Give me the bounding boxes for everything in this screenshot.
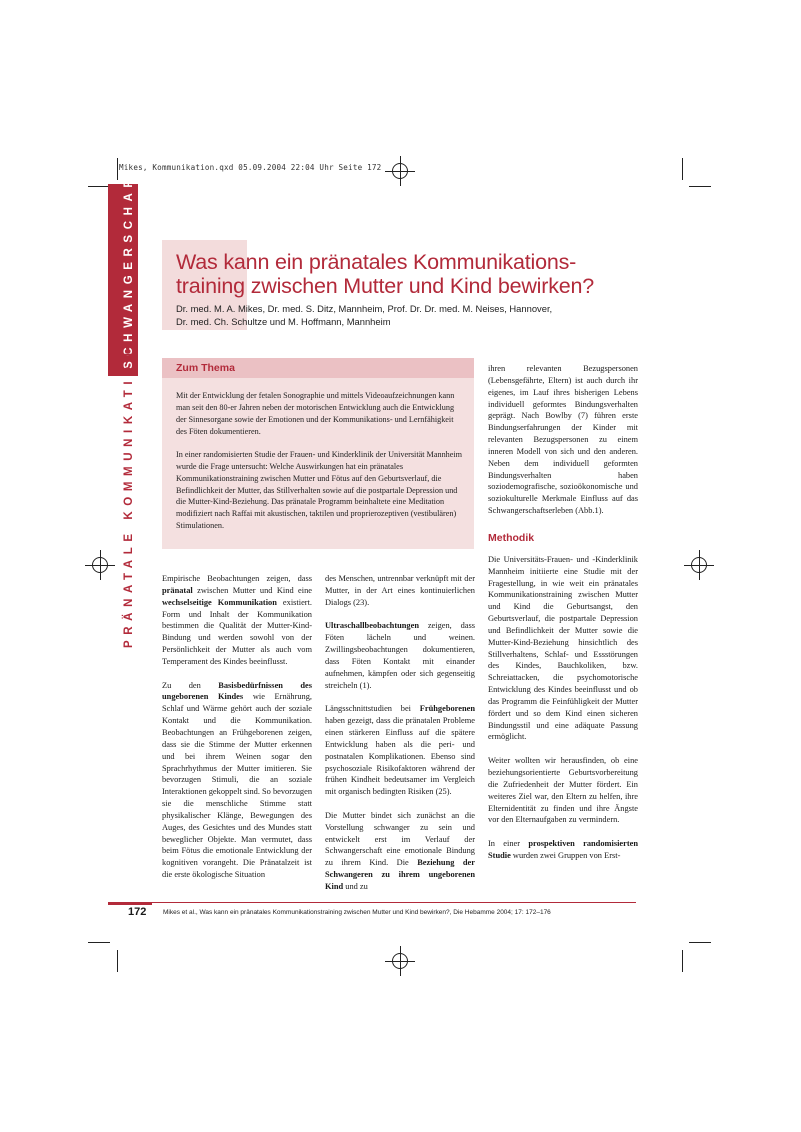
crop-mark [117, 950, 118, 972]
emphasis: Frühgeborenen [419, 704, 475, 714]
text: und zu [343, 881, 368, 891]
crop-mark [682, 158, 683, 180]
crop-mark [682, 950, 683, 972]
crop-mark [117, 158, 118, 180]
text: wurden zwei Gruppen von Erst- [510, 850, 621, 860]
text-column-1 [162, 573, 312, 881]
paragraph [162, 573, 312, 668]
emphasis: Ultraschallbeobachtungen [325, 621, 419, 631]
text: Die Mutter bindet sich zunächst an die Vorstellung schwanger zu sein und entwickelt erst im Verlauf der Schwangerschaft eine emotionale Bindung zu ihrem Kind. Die [325, 810, 475, 868]
paragraph: des Menschen, untrennbar verknüpft mit der Mutter, in der Art eines kontinuierlichen Dialogs (23). [325, 574, 475, 607]
authors-line: Dr. med. M. A. Mikes, Dr. med. S. Ditz, Mannheim, Prof. Dr. Dr. med. M. Neises, Hannover, [176, 303, 553, 314]
authors [176, 302, 616, 328]
registration-mark [392, 163, 408, 179]
text: Längsschnittstudien bei [325, 704, 420, 714]
text: existiert. Form und Inhalt der Kommunikation bestimmen die Qualität der Mutter-Kind-Bindung und werden sowohl von der Persönlichkeit der Mutter als auch vom Temperament des Kindes beeinflusst. [162, 597, 313, 666]
topic-box-title: Zum Thema [176, 362, 235, 374]
page-number: 172 [128, 906, 147, 918]
title-line: training zwischen Mutter und Kind bewirken? [176, 274, 595, 298]
crop-mark [689, 942, 711, 943]
emphasis: Basisbedürfnissen des ungeborenen Kindes [162, 680, 312, 702]
registration-mark [392, 953, 408, 969]
text: zwischen Mutter und Kind eine [192, 585, 312, 595]
crop-mark [88, 186, 110, 187]
crop-mark [88, 942, 110, 943]
text-column-3 [488, 363, 638, 862]
footer-accent [108, 902, 152, 905]
citation-reference: Mikes et al., Was kann ein pränatales Kommunikationstraining zwischen Mutter und Kind bewirken?, Die Hebamme 2004; 17: 172–176 [163, 909, 551, 916]
title-line: Was kann ein pränatales Kommunikations- [176, 250, 577, 274]
emphasis: wechselseitige Kommunikation [162, 597, 277, 607]
text: haben gezeigt, dass die pränatalen Probleme einen stärkeren Einfluss auf die spätere Entwicklung haben als die peri- und postnatalen Komplikationen. Ebenso sind psychosoziale Risikofaktoren während der frühen Kindheit bedeutsamer im Vergleich mit organisch bedingten Risiken (25). [325, 716, 475, 797]
text: In einer [488, 839, 529, 849]
emphasis: Beziehung der Schwangeren zu ihrem ungeborenen Kind [325, 858, 475, 891]
authors-line: Dr. med. Ch. Schultze und M. Hoffmann, Mannheim [176, 316, 391, 327]
topic-box-paragraph: Mit der Entwicklung der fetalen Sonographie und mittels Videoaufzeichnungen kann man seit den 80-er Jahren neben der motorischen Entwicklung auch die Entwicklung der Sinnesorgane sowie der Emotionen und der Kommunikations- und Lernfähigkeit des Föten dokumentieren. [176, 391, 455, 436]
emphasis: prospektiven randomisierten Studie [488, 839, 639, 860]
registration-mark [92, 557, 108, 573]
text: Empirische Beobachtungen zeigen, dass [162, 574, 312, 583]
paragraph [325, 703, 475, 798]
text-column-2 [325, 573, 475, 893]
paragraph [325, 810, 475, 893]
topic-label: PRÄNATALE KOMMUNIKATION [123, 347, 135, 648]
crop-mark [689, 186, 711, 187]
paragraph: Die Universitäts-Frauen- und -Kinderklinik Mannheim initiierte eine Studie mit der Fragestellung, in wie weit ein pränatales Kommunikationstraining zwischen Mutter und Kind die Geburtsangst, den Geburtsverlauf, die postpartale Depression und Befindlichkeit der Mutter sowie die Mutter-Kind-Beziehung hinsichtlich des Stillverhaltens, Schlaf- und Essstörungen des Kindes, Bauchkoliken, bzw. Schreiattacken, die psychomotorische Entwicklung des Kindes beeinflusst und ob das Programm die Feinfühligkeit der Mutter fördert und so dem Kind einen sicheren Bindungsstil und eine adäquate Passung ermöglicht. [488, 554, 638, 742]
paragraph: Weiter wollten wir herausfinden, ob eine beziehungsorientierte Geburtsvorbereitung die Zufriedenheit der Mutter fördert. Ein weiteres Ziel war, den Eltern zu helfen, ihre Elternidentität zu finden und ihre Ängste vor den Elternaufgaben zu vermindern. [488, 756, 638, 825]
topic-box-paragraph: In einer randomisierten Studie der Frauen- und Kinderklinik der Universität Mannheim wurde die Frage untersucht: Welche Auswirkungen hat ein pränatales Kommunikationstraining zwischen Mutter und Fötus auf den Geburtsverlauf, die Befindlichkeit der Mutter, das Stillverhalten sowie auf die postpartale Depression und die Mutter-Kind-Beziehung. Das pränatale Programm beinhaltete eine Meditation modifiziert nach Raffai mit akustischen, taktilen und proprierozeptiven (vestibulären) Stimulationen. [176, 450, 463, 531]
paragraph: ihren relevanten Bezugspersonen (Lebensgefährte, Eltern) ist auch durch ihr eigenes, im Lauf ihres bisherigen Lebens individuell geformtes Bindungsverhalten geprägt. Nach Bowlby (7) führen erste Bindungserfahrungen der Kinder mit relevanten Bezugspersonen zu einem inneren Modell von sich und den anderen. Neben dem individuell geformten Bindungsverhalten haben soziodemografische, sozioökonomische und soziokulturelle Merkmale Einfluss auf das Schwangerschaftserleben (Abb.1). [488, 364, 638, 516]
paragraph [325, 620, 475, 691]
paragraph [488, 838, 638, 862]
paragraph [162, 680, 312, 881]
footer-rule [108, 902, 636, 903]
text: wie Ernährung, Schlaf und Wärme gehört auch der soziale Kontakt und die Kommunikation. Beobachtungen an Frühgeborenen zeigen, dass sie die Stimme der Mutter erkennen und bei ihrem Weinen sogar den Sprachrhythmus der Mutter imitieren. Sie bevorzugen Stimuli, die an soziale Interaktionen gekoppelt sind. So bevorzugen sie die menschliche Stimme statt physikalischer Klänge, Bewegungen des Auges, des Gesichtes und des Mundes statt beweglicher Objekte. Man vermutet, dass beim Fötus die emotionale Entwicklung der kognitiven vorangeht. Die Pränatalzeit ist die erste ökologische Situation [162, 692, 313, 880]
text: zeigen, dass Föten lächeln und weinen. Zwillingsbeobachtungen dokumentieren, dass Föten Kontakt mit einander aufnehmen, kämpfen oder sich gegenseitig streicheln (1). [325, 621, 475, 690]
section-label: SCHWANGERSCHAFT [123, 162, 135, 369]
registration-mark [691, 557, 707, 573]
emphasis: pränatal [162, 585, 193, 595]
article-title [176, 250, 646, 298]
print-slug: Mikes, Kommunikation.qxd 05.09.2004 22:04 Uhr Seite 172 [119, 163, 382, 172]
text: Zu den [162, 680, 219, 690]
section-heading: Methodik [488, 531, 535, 544]
